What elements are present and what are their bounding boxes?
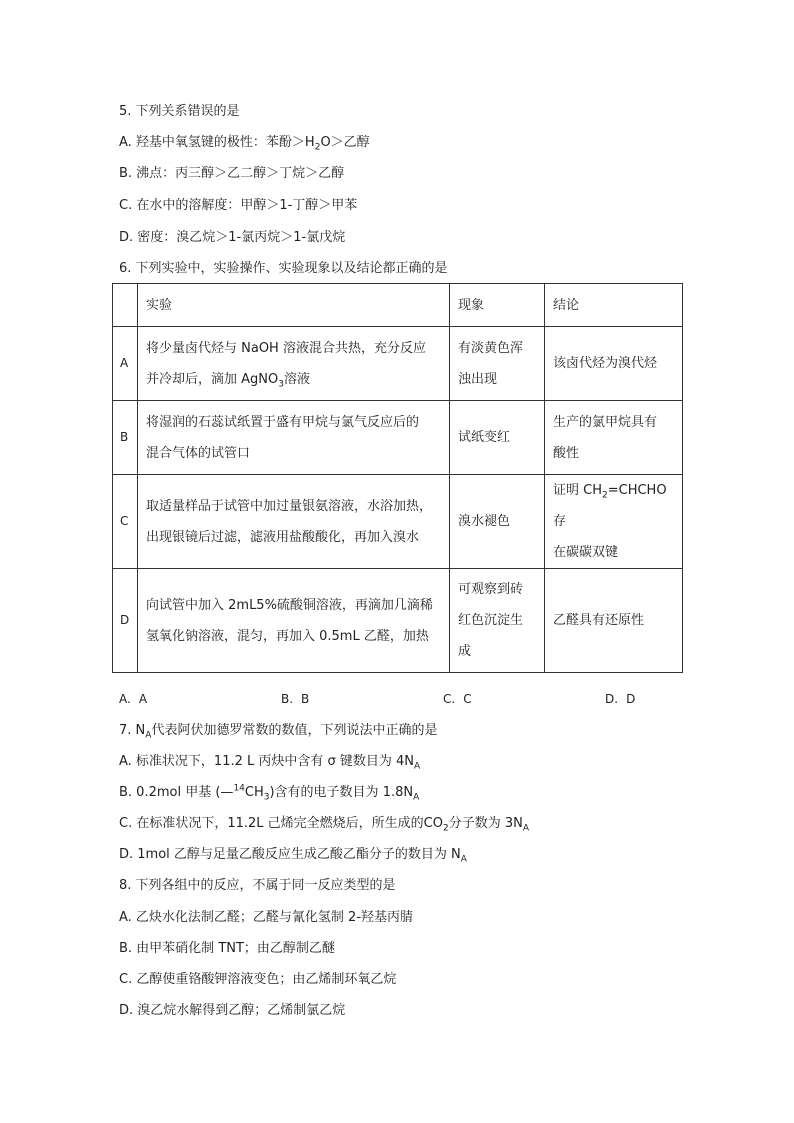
q8-option-b: B. 由甲苯硝化制 TNT；由乙醇制乙醚 (119, 941, 335, 956)
experiment-cell: 将湿润的石蕊试纸置于盛有甲烷与氯气反应后的 混合气体的试管口 (138, 401, 450, 475)
table-header-row (113, 284, 683, 327)
q8-option-c: C. 乙醇使重铬酸钾溶液变色；由乙烯制环氧乙烷 (119, 972, 397, 987)
row-label: D (113, 569, 138, 673)
experiment-cell: 取适量样品于试管中加过量银氨溶液，水浴加热， 出现银镜后过滤，滤液用盐酸酸化，再加入溴水 (138, 475, 450, 569)
observation-cell: 试纸变红 (450, 401, 545, 475)
header-blank-cell (113, 284, 138, 327)
q7-stem: 7. $N_A$代表阿伏加德罗常数的数值，下列说法中正确的是 (119, 723, 438, 741)
conclusion-cell: 乙醛具有还原性 (545, 569, 683, 673)
experiment-cell: 向试管中加入 2mL5%硫酸铜溶液，再滴加几滴稀 氢氧化钠溶液，混匀，再加入 0.5mL 乙醛，加热 (138, 569, 450, 673)
row-label: B (113, 401, 138, 475)
q8-option-a: A. 乙炔水化法制乙醛；乙醛与氰化氢制 2-羟基丙腈 (119, 910, 414, 925)
q7-option-a: A. 标准状况下，11.2 L 丙炔中含有 σ 键数目为 $4N_A$ (119, 754, 421, 772)
header-conclusion: 结论 (545, 284, 683, 327)
q5-option-a: A. 羟基中氧氢键的极性：苯酚$>H_2O>$乙醇 (119, 135, 370, 153)
q6-choice-b: B. B (281, 692, 310, 706)
q6-experiment-table (112, 283, 683, 673)
table-row (113, 401, 683, 475)
q7-option-b: B. 0.2mol 甲基 $(—^{14}CH_3)$含有的电子数目为 $1.8N_A$ (119, 783, 420, 803)
row-label: A (113, 327, 138, 401)
q5-option-c: C. 在水中的溶解度：甲醇＞1-丁醇＞甲苯 (119, 198, 358, 213)
observation-cell: 可观察到砖 红色沉淀生 成 (450, 569, 545, 673)
conclusion-cell: 生产的氯甲烷具有 酸性 (545, 401, 683, 475)
experiment-cell: 将少量卤代烃与 NaOH 溶液混合共热，充分反应 并冷却后，滴加 AgNO$_3$溶液 (138, 327, 450, 401)
q5-stem: 5. 下列关系错误的是 (119, 104, 240, 119)
table-row (113, 569, 683, 673)
q5-option-d: D. 密度：溴乙烷＞1-氯丙烷＞1-氯戊烷 (119, 230, 346, 245)
header-experiment: 实验 (138, 284, 450, 327)
q6-choice-a: A. A (119, 692, 148, 706)
q5-option-b: B. 沸点：丙三醇＞乙二醇＞丁烷＞乙醇 (119, 166, 345, 181)
row-label: C (113, 475, 138, 569)
table-row (113, 475, 683, 569)
conclusion-cell: 证明 $CH_2=CHCHO$ 存 在碳碳双键 (545, 475, 683, 569)
header-observation: 现象 (450, 284, 545, 327)
conclusion-cell: 该卤代烃为溴代烃 (545, 327, 683, 401)
q6-choice-c: C. C (443, 692, 472, 706)
q6-choice-d: D. D (605, 692, 636, 706)
observation-cell: 有淡黄色浑 浊出现 (450, 327, 545, 401)
table-row (113, 327, 683, 401)
q7-option-c: C. 在标准状况下，11.2L 己烯完全燃烧后，所生成的$CO_2$分子数为 $3N_A$ (119, 816, 530, 834)
q7-option-d: D. 1mol 乙醇与足量乙酸反应生成乙酸乙酯分子的数目为 $N_A$ (119, 847, 467, 865)
observation-cell: 溴水褪色 (450, 475, 545, 569)
q8-option-d: D. 溴乙烷水解得到乙醇；乙烯制氯乙烷 (119, 1003, 346, 1018)
q6-stem: 6. 下列实验中，实验操作、实验现象以及结论都正确的是 (119, 261, 448, 276)
q8-stem: 8. 下列各组中的反应，不属于同一反应类型的是 (119, 878, 396, 893)
